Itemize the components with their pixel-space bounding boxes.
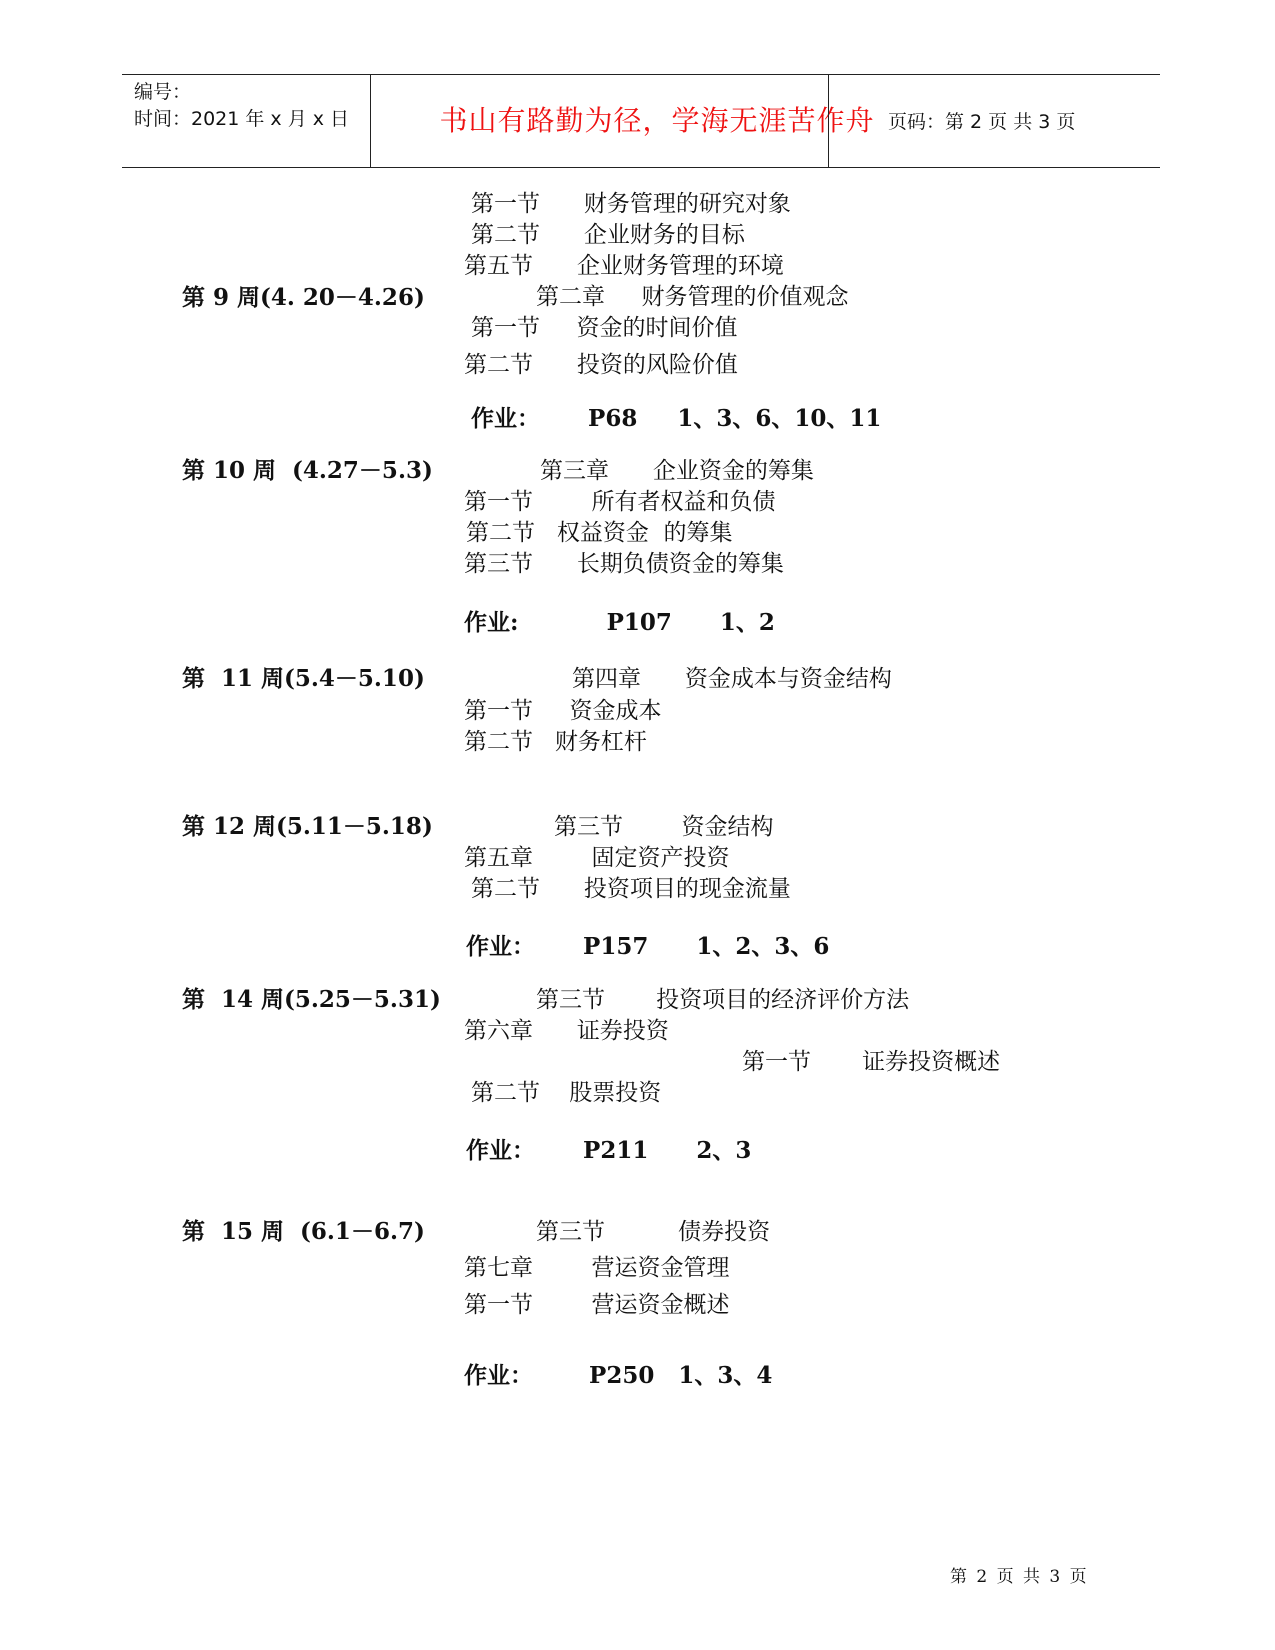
syllabus-line: 第三节 债券投资	[536, 1219, 771, 1245]
syllabus-line: 第五节 企业财务管理的环境	[464, 253, 784, 279]
week-label-9: 第 9 周(4. 20－4.26)	[182, 284, 425, 311]
serial-number-label: 编号：	[134, 81, 192, 103]
time-label: 时间：2021 年 x 月 x 日	[134, 108, 350, 130]
header-meta	[134, 79, 349, 133]
syllabus-line: 第三节 投资项目的经济评价方法	[536, 987, 910, 1013]
week-label-11: 第 11 周(5.4－5.10)	[182, 665, 425, 692]
syllabus-line: 第二节 企业财务的目标	[471, 222, 745, 248]
syllabus-line: 第一节 所有者权益和负债	[464, 489, 776, 515]
syllabus-line: 第一节 营运资金概述	[464, 1292, 730, 1318]
syllabus-line: 第七章 营运资金管理	[464, 1255, 730, 1281]
syllabus-line: 第一节 财务管理的研究对象	[471, 191, 791, 217]
week-label-15: 第 15 周 (6.1－6.7)	[182, 1218, 425, 1245]
header-motto: 书山有路勤为径，学海无涯苦作舟	[439, 104, 875, 137]
syllabus-line: 第六章 证券投资	[464, 1018, 669, 1044]
week-label-12: 第 12 周(5.11－5.18)	[182, 813, 433, 840]
header-page-number: 页码：第 2 页 共 3 页	[888, 111, 1076, 133]
homework-line: 作业: P107 1、2	[464, 609, 775, 636]
week-label-10: 第 10 周 (4.27－5.3)	[182, 457, 433, 484]
syllabus-line: 第二节 投资项目的现金流量	[471, 876, 791, 902]
homework-line: 作业： P157 1、2、3、6	[466, 933, 830, 960]
header-divider-right	[828, 75, 829, 167]
header-divider-left	[370, 75, 371, 167]
syllabus-line: 第一节 证券投资概述	[742, 1049, 1001, 1075]
syllabus-line: 第四章 资金成本与资金结构	[572, 666, 892, 692]
syllabus-line: 第二章 财务管理的价值观念	[536, 284, 849, 310]
homework-line: 作业： P68 1、3、6、10、11	[471, 405, 882, 432]
syllabus-line: 第三节 资金结构	[554, 814, 774, 840]
homework-line: 作业： P250 1、3、4	[464, 1362, 773, 1389]
syllabus-line: 第五章 固定资产投资	[464, 845, 730, 871]
syllabus-line: 第二节 投资的风险价值	[464, 352, 738, 378]
page-footer: 第 2 页 共 3 页	[950, 1567, 1089, 1587]
syllabus-line: 第二节 财务杠杆	[464, 729, 647, 755]
syllabus-line: 第一节 资金的时间价值	[471, 315, 738, 341]
syllabus-line: 第二节 权益资金 的筹集	[466, 520, 733, 546]
syllabus-line: 第一节 资金成本	[464, 698, 662, 724]
week-label-14: 第 14 周(5.25－5.31)	[182, 986, 441, 1013]
homework-line: 作业： P211 2、3	[466, 1137, 752, 1164]
page-header	[122, 74, 1160, 168]
syllabus-line: 第三章 企业资金的筹集	[540, 458, 814, 484]
syllabus-line: 第三节 长期负债资金的筹集	[464, 551, 784, 577]
syllabus-line: 第二节 股票投资	[471, 1080, 662, 1106]
